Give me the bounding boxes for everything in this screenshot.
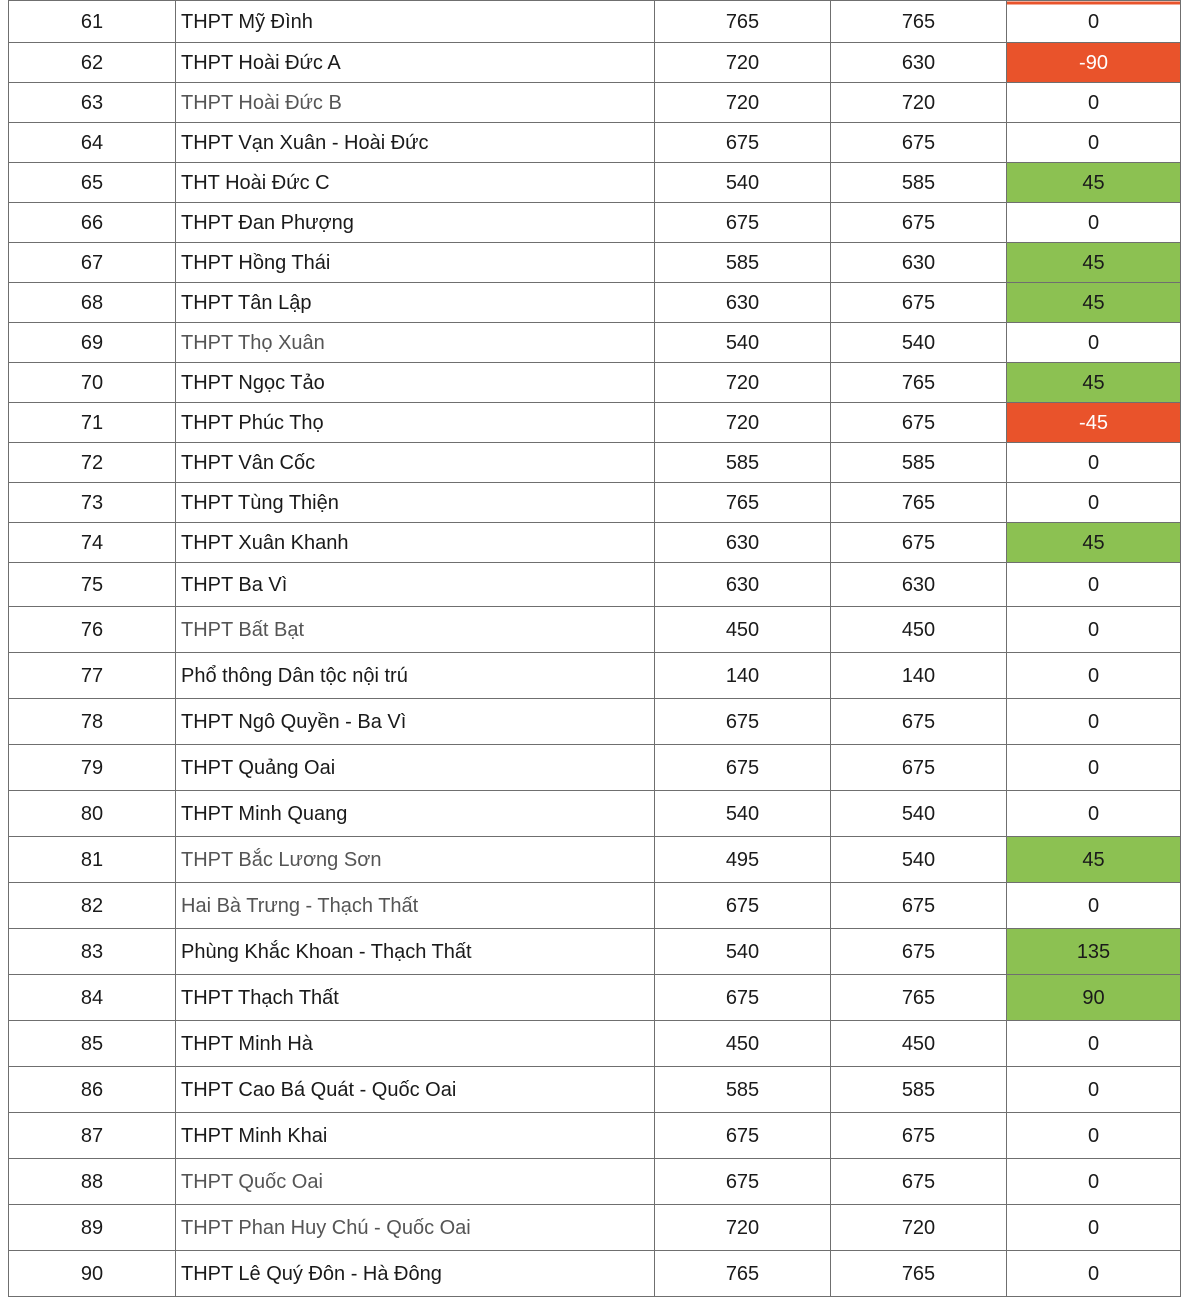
enrollment-table (8, 0, 1181, 1297)
quota-change-cell[interactable]: 0 (1007, 323, 1181, 363)
quota-change-cell[interactable]: 0 (1007, 1067, 1181, 1113)
quota-change-cell[interactable]: 0 (1007, 653, 1181, 699)
school-name-cell[interactable]: THPT Minh Hà (176, 1021, 655, 1067)
quota-before-cell[interactable]: 765 (655, 1251, 831, 1297)
quota-change-cell[interactable]: 0 (1007, 699, 1181, 745)
quota-change-cell[interactable]: -90 (1007, 43, 1181, 83)
quota-after-cell[interactable]: 675 (831, 1113, 1007, 1159)
row-number-cell[interactable]: 65 (9, 163, 176, 203)
row-number-cell[interactable]: 61 (9, 1, 176, 43)
quota-before-cell[interactable]: 675 (655, 699, 831, 745)
quota-before-cell[interactable]: 140 (655, 653, 831, 699)
row-number-cell[interactable]: 80 (9, 791, 176, 837)
quota-after-cell[interactable]: 630 (831, 563, 1007, 607)
quota-change-cell[interactable]: 45 (1007, 163, 1181, 203)
row-number-cell[interactable]: 88 (9, 1159, 176, 1205)
quota-change-cell[interactable]: 0 (1007, 1, 1181, 43)
row-number-cell[interactable]: 82 (9, 883, 176, 929)
quota-change-cell[interactable]: 0 (1007, 1159, 1181, 1205)
row-number-cell[interactable]: 84 (9, 975, 176, 1021)
school-name-cell[interactable]: THPT Cao Bá Quát - Quốc Oai (176, 1067, 655, 1113)
quota-before-cell[interactable]: 585 (655, 443, 831, 483)
row-number-cell[interactable]: 64 (9, 123, 176, 163)
quota-after-cell[interactable]: 765 (831, 1251, 1007, 1297)
row-number-cell[interactable]: 90 (9, 1251, 176, 1297)
row-number-cell[interactable]: 79 (9, 745, 176, 791)
table-row (9, 607, 1181, 653)
table-row (9, 1159, 1181, 1205)
quota-change-cell[interactable]: 45 (1007, 363, 1181, 403)
quota-after-cell[interactable]: 720 (831, 1205, 1007, 1251)
quota-before-cell[interactable]: 720 (655, 363, 831, 403)
table-row (9, 699, 1181, 745)
table-row (9, 563, 1181, 607)
school-name-cell[interactable]: THPT Mỹ Đình (176, 1, 655, 43)
quota-after-cell[interactable]: 585 (831, 443, 1007, 483)
school-name-cell[interactable]: Phổ thông Dân tộc nội trú (176, 653, 655, 699)
quota-after-cell[interactable]: 765 (831, 975, 1007, 1021)
school-name-cell[interactable]: Phùng Khắc Khoan - Thạch Thất (176, 929, 655, 975)
quota-after-cell[interactable]: 675 (831, 523, 1007, 563)
row-number-cell[interactable]: 69 (9, 323, 176, 363)
school-name-cell[interactable]: THPT Phan Huy Chú - Quốc Oai (176, 1205, 655, 1251)
school-name-cell[interactable]: Hai Bà Trưng - Thạch Thất (176, 883, 655, 929)
row-number-cell[interactable]: 87 (9, 1113, 176, 1159)
quota-after-cell[interactable]: 720 (831, 83, 1007, 123)
school-name-cell[interactable]: THPT Phúc Thọ (176, 403, 655, 443)
school-name-cell[interactable]: THPT Ngọc Tảo (176, 363, 655, 403)
quota-before-cell[interactable]: 450 (655, 1021, 831, 1067)
quota-change-cell[interactable]: 0 (1007, 883, 1181, 929)
quota-after-cell[interactable]: 675 (831, 929, 1007, 975)
quota-change-cell[interactable]: 0 (1007, 123, 1181, 163)
quota-after-cell[interactable]: 585 (831, 1067, 1007, 1113)
table-row (9, 791, 1181, 837)
quota-change-cell[interactable]: 0 (1007, 1205, 1181, 1251)
school-name-cell[interactable]: THPT Vạn Xuân - Hoài Đức (176, 123, 655, 163)
table-row (9, 363, 1181, 403)
table-row (9, 1, 1181, 43)
quota-change-cell[interactable]: 0 (1007, 563, 1181, 607)
school-name-cell[interactable]: THPT Bất Bạt (176, 607, 655, 653)
quota-after-cell[interactable]: 585 (831, 163, 1007, 203)
table-row (9, 43, 1181, 83)
quota-change-cell[interactable]: 0 (1007, 1021, 1181, 1067)
quota-before-cell[interactable]: 720 (655, 403, 831, 443)
quota-before-cell[interactable]: 675 (655, 745, 831, 791)
quota-after-cell[interactable]: 765 (831, 483, 1007, 523)
quota-before-cell[interactable]: 630 (655, 563, 831, 607)
row-number-cell[interactable]: 67 (9, 243, 176, 283)
quota-before-cell[interactable]: 720 (655, 1205, 831, 1251)
quota-after-cell[interactable]: 765 (831, 1, 1007, 43)
table-body (9, 1, 1181, 1297)
quota-change-cell[interactable]: 45 (1007, 283, 1181, 323)
school-name-cell[interactable]: THPT Hoài Đức B (176, 83, 655, 123)
quota-before-cell[interactable]: 630 (655, 283, 831, 323)
school-name-cell[interactable]: THPT Thọ Xuân (176, 323, 655, 363)
quota-before-cell[interactable]: 450 (655, 607, 831, 653)
table-row (9, 653, 1181, 699)
school-name-cell[interactable]: THPT Hồng Thái (176, 243, 655, 283)
table-row (9, 243, 1181, 283)
quota-change-cell[interactable]: 0 (1007, 203, 1181, 243)
quota-change-cell[interactable]: 0 (1007, 791, 1181, 837)
quota-after-cell[interactable]: 675 (831, 1159, 1007, 1205)
school-name-cell[interactable]: THPT Tân Lập (176, 283, 655, 323)
row-number-cell[interactable]: 81 (9, 837, 176, 883)
quota-after-cell[interactable]: 675 (831, 123, 1007, 163)
table-row (9, 523, 1181, 563)
table-row (9, 1113, 1181, 1159)
quota-before-cell[interactable]: 675 (655, 1113, 831, 1159)
quota-change-cell[interactable]: 0 (1007, 607, 1181, 653)
table-row (9, 1021, 1181, 1067)
table-row (9, 443, 1181, 483)
quota-before-cell[interactable]: 540 (655, 791, 831, 837)
row-number-cell[interactable]: 83 (9, 929, 176, 975)
quota-before-cell[interactable]: 540 (655, 163, 831, 203)
quota-change-cell[interactable]: 0 (1007, 1251, 1181, 1297)
quota-after-cell[interactable]: 675 (831, 203, 1007, 243)
school-name-cell[interactable]: THPT Quảng Oai (176, 745, 655, 791)
quota-after-cell[interactable]: 675 (831, 745, 1007, 791)
row-number-cell[interactable]: 86 (9, 1067, 176, 1113)
row-number-cell[interactable]: 66 (9, 203, 176, 243)
quota-change-cell[interactable]: -45 (1007, 403, 1181, 443)
table-row (9, 403, 1181, 443)
quota-before-cell[interactable]: 495 (655, 837, 831, 883)
quota-before-cell[interactable]: 585 (655, 243, 831, 283)
row-number-cell[interactable]: 71 (9, 403, 176, 443)
quota-after-cell[interactable]: 450 (831, 607, 1007, 653)
quota-after-cell[interactable]: 675 (831, 699, 1007, 745)
quota-before-cell[interactable]: 720 (655, 83, 831, 123)
table-row (9, 483, 1181, 523)
school-name-cell[interactable]: THPT Đan Phượng (176, 203, 655, 243)
row-number-cell[interactable]: 85 (9, 1021, 176, 1067)
table-row (9, 203, 1181, 243)
quota-change-cell[interactable]: 0 (1007, 483, 1181, 523)
quota-change-cell[interactable]: 45 (1007, 243, 1181, 283)
table-row (9, 1067, 1181, 1113)
quota-after-cell[interactable]: 675 (831, 283, 1007, 323)
quota-after-cell[interactable]: 540 (831, 323, 1007, 363)
school-name-cell[interactable]: THPT Quốc Oai (176, 1159, 655, 1205)
quota-after-cell[interactable]: 675 (831, 403, 1007, 443)
school-name-cell[interactable]: THPT Minh Quang (176, 791, 655, 837)
school-name-cell[interactable]: THPT Thạch Thất (176, 975, 655, 1021)
quota-after-cell[interactable]: 140 (831, 653, 1007, 699)
quota-before-cell[interactable]: 585 (655, 1067, 831, 1113)
table-row (9, 1205, 1181, 1251)
quota-before-cell[interactable]: 540 (655, 323, 831, 363)
school-name-cell[interactable]: THPT Hoài Đức A (176, 43, 655, 83)
row-number-cell[interactable]: 68 (9, 283, 176, 323)
quota-before-cell[interactable]: 630 (655, 523, 831, 563)
quota-change-cell[interactable]: 0 (1007, 745, 1181, 791)
school-name-cell[interactable]: THPT Minh Khai (176, 1113, 655, 1159)
school-name-cell[interactable]: THPT Ba Vì (176, 563, 655, 607)
table-row (9, 745, 1181, 791)
school-name-cell[interactable]: THPT Ngô Quyền - Ba Vì (176, 699, 655, 745)
table-row (9, 123, 1181, 163)
row-number-cell[interactable]: 89 (9, 1205, 176, 1251)
quota-before-cell[interactable]: 675 (655, 975, 831, 1021)
quota-change-cell[interactable]: 0 (1007, 1113, 1181, 1159)
quota-after-cell[interactable]: 540 (831, 791, 1007, 837)
quota-change-cell[interactable]: 0 (1007, 83, 1181, 123)
school-name-cell[interactable]: THPT Xuân Khanh (176, 523, 655, 563)
table-row (9, 83, 1181, 123)
quota-before-cell[interactable]: 720 (655, 43, 831, 83)
table-row (9, 1251, 1181, 1297)
quota-before-cell[interactable]: 675 (655, 883, 831, 929)
quota-before-cell[interactable]: 765 (655, 1, 831, 43)
row-number-cell[interactable]: 78 (9, 699, 176, 745)
quota-after-cell[interactable]: 675 (831, 883, 1007, 929)
row-number-cell[interactable]: 77 (9, 653, 176, 699)
table-row (9, 975, 1181, 1021)
quota-change-cell[interactable]: 45 (1007, 523, 1181, 563)
row-number-cell[interactable]: 75 (9, 563, 176, 607)
quota-after-cell[interactable]: 450 (831, 1021, 1007, 1067)
quota-before-cell[interactable]: 540 (655, 929, 831, 975)
school-name-cell[interactable]: THPT Tùng Thiện (176, 483, 655, 523)
row-number-cell[interactable]: 70 (9, 363, 176, 403)
row-number-cell[interactable]: 73 (9, 483, 176, 523)
quota-before-cell[interactable]: 675 (655, 203, 831, 243)
table-row (9, 929, 1181, 975)
quota-change-cell[interactable]: 0 (1007, 443, 1181, 483)
quota-change-cell[interactable]: 45 (1007, 837, 1181, 883)
row-number-cell[interactable]: 76 (9, 607, 176, 653)
school-name-cell[interactable]: THPT Vân Cốc (176, 443, 655, 483)
table-row (9, 837, 1181, 883)
row-number-cell[interactable]: 74 (9, 523, 176, 563)
quota-after-cell[interactable]: 540 (831, 837, 1007, 883)
quota-before-cell[interactable]: 675 (655, 123, 831, 163)
row-number-cell[interactable]: 62 (9, 43, 176, 83)
table-row (9, 163, 1181, 203)
school-name-cell[interactable]: THPT Bắc Lương Sơn (176, 837, 655, 883)
quota-after-cell[interactable]: 630 (831, 243, 1007, 283)
table-row (9, 283, 1181, 323)
row-number-cell[interactable]: 63 (9, 83, 176, 123)
quota-after-cell[interactable]: 630 (831, 43, 1007, 83)
quota-after-cell[interactable]: 765 (831, 363, 1007, 403)
quota-before-cell[interactable]: 675 (655, 1159, 831, 1205)
row-number-cell[interactable]: 72 (9, 443, 176, 483)
school-name-cell[interactable]: THPT Lê Quý Đôn - Hà Đông (176, 1251, 655, 1297)
quota-change-cell[interactable]: 135 (1007, 929, 1181, 975)
quota-before-cell[interactable]: 765 (655, 483, 831, 523)
quota-change-cell[interactable]: 90 (1007, 975, 1181, 1021)
table-row (9, 323, 1181, 363)
table-row (9, 883, 1181, 929)
school-name-cell[interactable]: THT Hoài Đức C (176, 163, 655, 203)
